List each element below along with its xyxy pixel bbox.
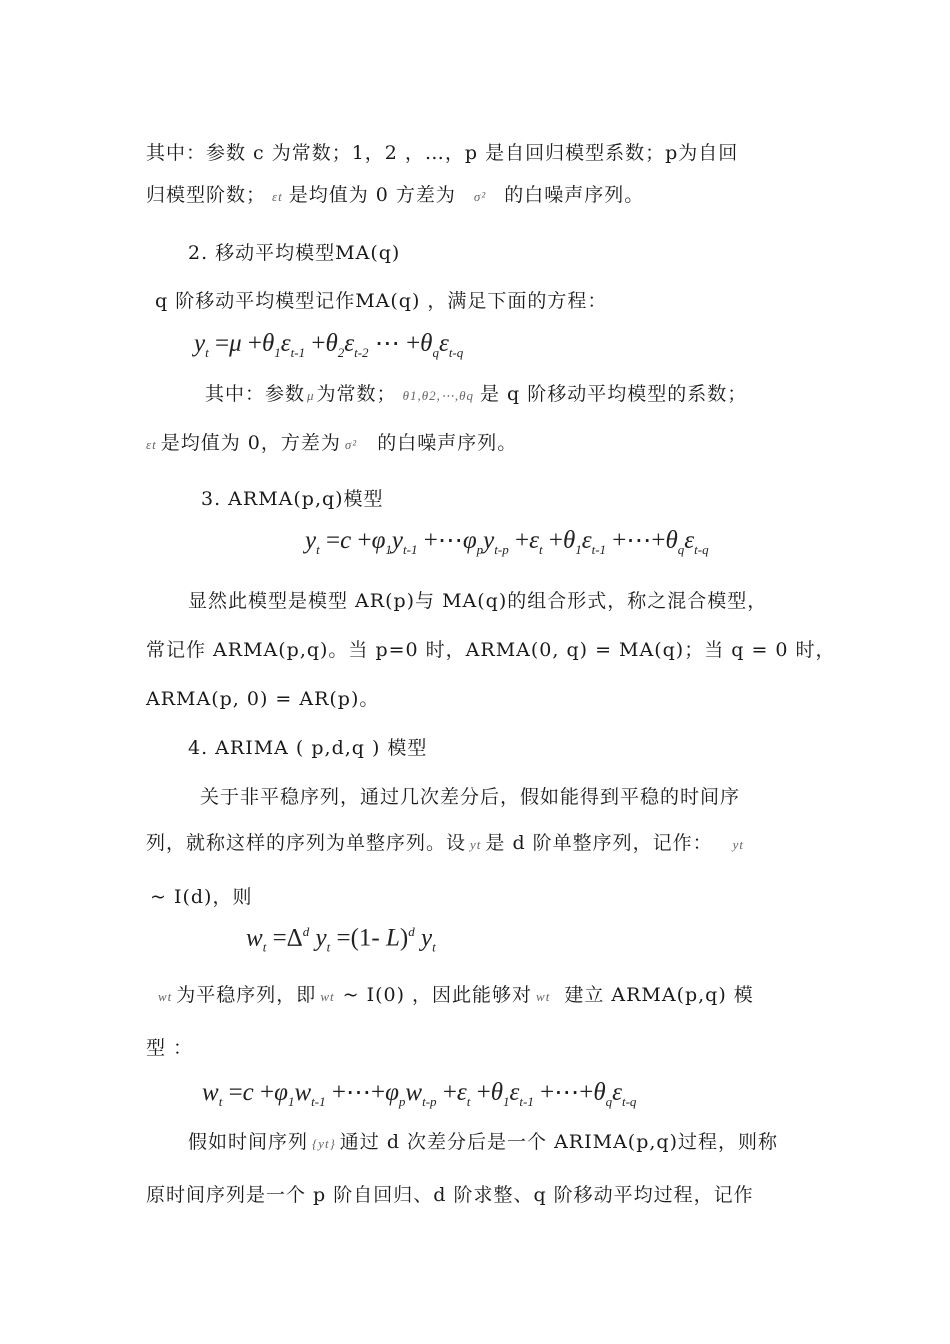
epsilon-symbol: εt	[272, 189, 283, 204]
w-symbol: wt	[320, 989, 335, 1004]
para-line: εt 是均值为 0，方差为 σ² 的白噪声序列。	[146, 432, 518, 454]
para-line: 其中：参数 c 为常数；1，2 ，…，p 是自回归模型系数；p为自回	[146, 142, 739, 164]
para-line: 常记作 ARMA(p,q)。当 p=0 时，ARMA(0, q) = MA(q)；当 q = 0 时，	[146, 639, 836, 661]
w-symbol: wt	[536, 989, 551, 1004]
y-symbol: yt	[470, 837, 482, 852]
para-line: ~ I(d)，则	[150, 886, 253, 908]
y-set-symbol: {yt}	[312, 1136, 336, 1151]
equation-arima: $w_t =c +\varphi_1w_{t-1}$ $+\cdots+\varphi_pw_{t-p} +\varepsilon_t +\theta_1\varepsilon_{t-1}$ $+\cdots+\theta_q\varepsilon_{t-q}$	[202, 1079, 637, 1109]
para-line: 型 ：	[146, 1037, 194, 1059]
equation-difference: $w_t =\Delta^d$ $y_t =(1-$ L)$^d$ $y_t$	[246, 924, 436, 955]
section-heading: 3. ARMA(p,q)模型	[201, 488, 384, 510]
para-line: 显然此模型是模型 AR(p)与 MA(q)的组合形式，称之混合模型，	[188, 590, 768, 612]
para-line: 假如时间序列 {yt} 通过 d 次差分后是一个 ARIMA(p,q)过程，则称	[188, 1131, 778, 1153]
w-symbol: wt	[158, 989, 173, 1004]
mu-symbol: μ	[307, 388, 315, 403]
epsilon-symbol: εt	[146, 437, 157, 452]
para-line: ARMA(p, 0) = AR(p)。	[146, 688, 380, 710]
equation-arma: $y_t =c +\varphi_1y_{t-1}$ $+\cdots\varphi_py_{t-p} +\varepsilon_t +\theta_1\varepsilon_{t-1}$ $+\cdots+\theta_q\varepsilon_{t-q}$	[305, 527, 709, 557]
section-heading: 2. 移动平均模型MA(q)	[188, 242, 401, 264]
para-line: wt 为平稳序列，即 wt ~ I(0) ，因此能够对 wt 建立 ARMA(p,q) 模	[158, 984, 754, 1006]
equation-ma: $y_t =\mu +\theta_1\varepsilon_{t-1} +\theta_2\varepsilon_{t-2}$ ⋯ $+\theta_q\varepsilon_{t-q}$	[194, 330, 464, 360]
para-line: q 阶移动平均模型记作MA(q) ，满足下面的方程：	[155, 290, 608, 312]
section-heading: 4. ARIMA ( p,d,q ) 模型	[188, 737, 428, 759]
theta-symbols: θ1,θ2,⋯,θq	[402, 388, 474, 403]
para-line: 归模型阶数； εt 是均值为 0 方差为 σ² 的白噪声序列。	[146, 184, 645, 206]
para-line: 其中：参数 μ 为常数； θ1,θ2,⋯,θq 是 q 阶移动平均模型的系数；	[205, 383, 748, 405]
y-symbol: yt	[732, 837, 745, 852]
sigma-symbol: σ²	[344, 437, 358, 452]
para-line: 关于非平稳序列，通过几次差分后，假如能得到平稳的时间序	[200, 786, 741, 808]
sigma-symbol: σ²	[473, 189, 487, 204]
para-line: 原时间序列是一个 p 阶自回归、d 阶求整、q 阶移动平均过程，记作	[146, 1184, 754, 1206]
para-line: 列，就称这样的序列为单整序列。设 yt 是 d 阶单整序列，记作： yt	[146, 832, 745, 854]
